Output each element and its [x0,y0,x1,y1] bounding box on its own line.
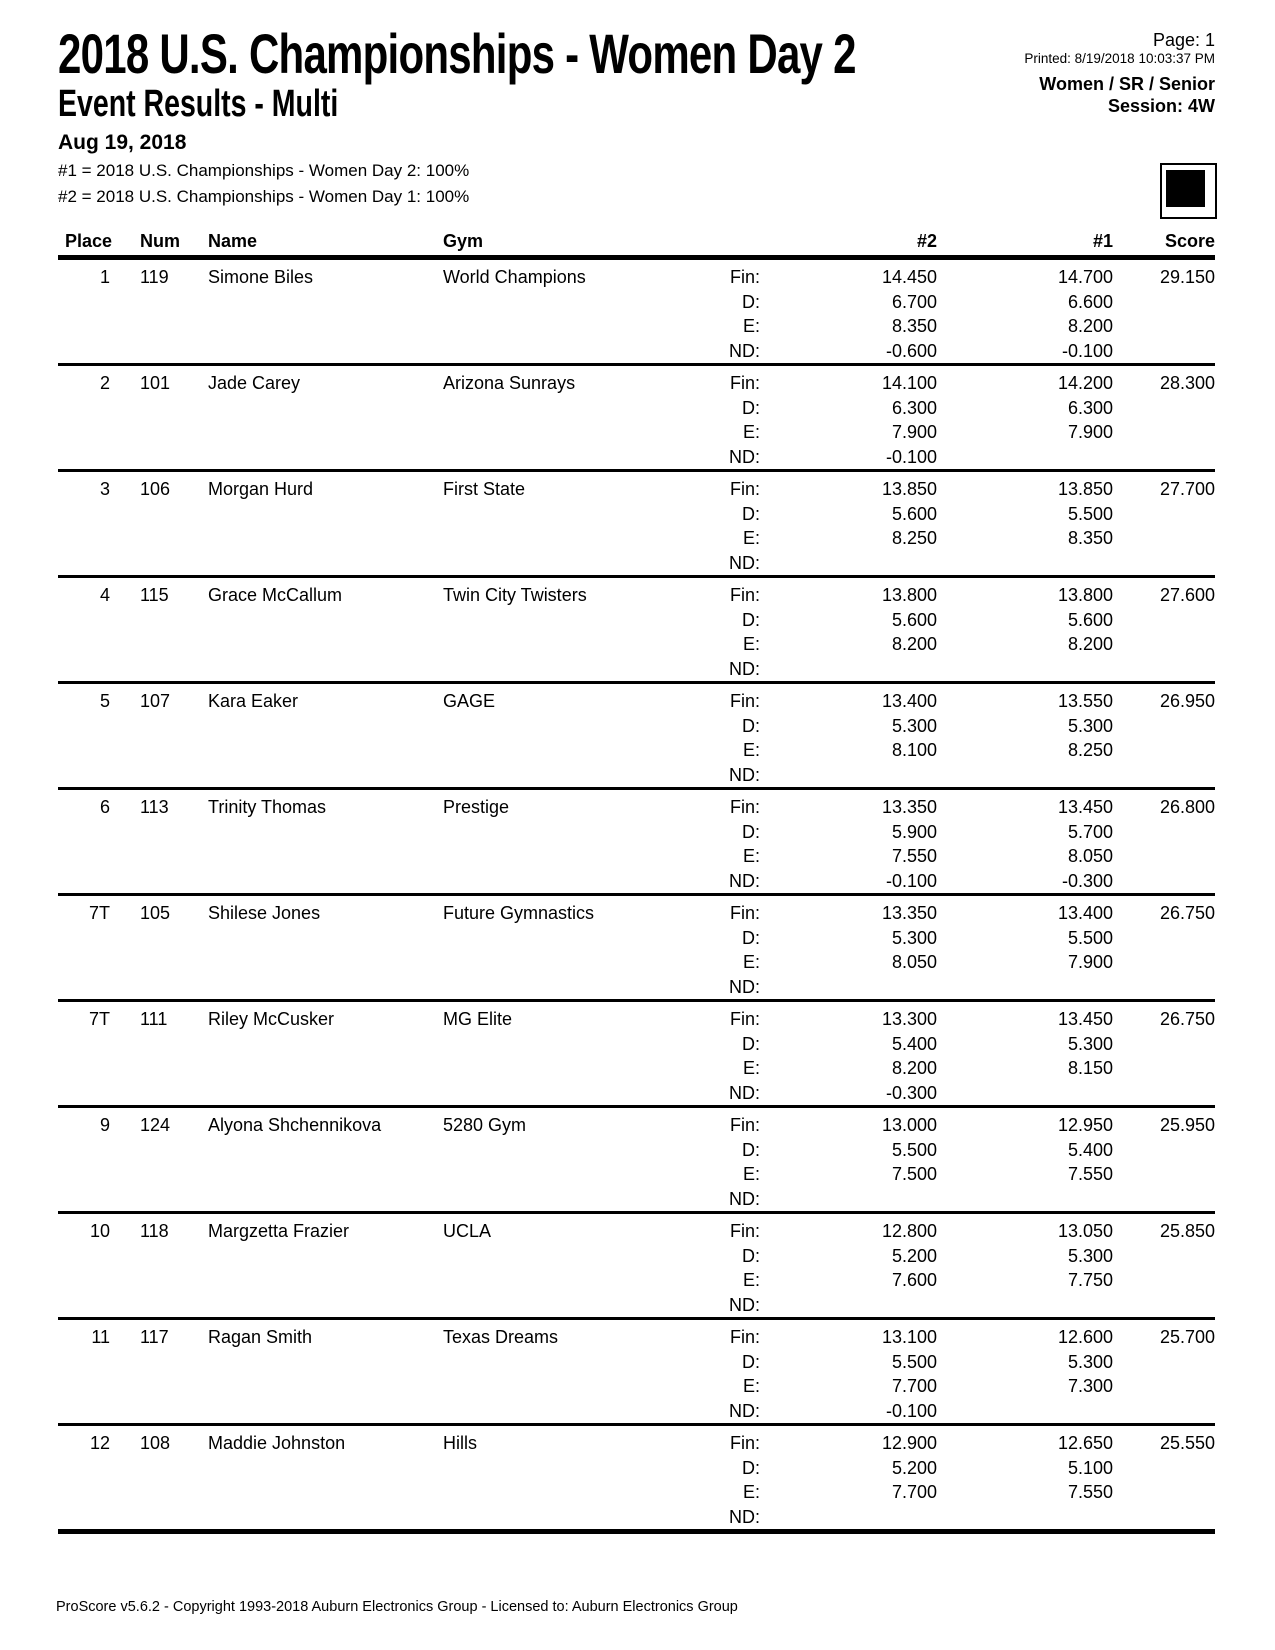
fin-label: Fin: [729,267,760,287]
e-label: E: [742,1270,760,1290]
nd-label: ND: [729,1506,760,1527]
nd-day2-value: -0.100 [885,870,937,891]
final-score-line [58,1325,1215,1350]
difficulty-line [58,396,1215,421]
athlete-result-block [58,684,1215,790]
difficulty-line [58,820,1215,845]
total-score: 25.550 [1159,1433,1215,1453]
nd-label: ND: [729,1188,760,1209]
total-score: 26.750 [1159,1009,1215,1029]
d-day2-value: 5.200 [891,1245,937,1266]
difficulty-line [58,1244,1215,1269]
execution-line [58,420,1215,445]
d-label: D: [742,503,760,524]
nd-day1-value [937,975,1113,1000]
place-cell: 4 [99,585,110,605]
gym-name: World Champions [443,267,586,287]
e-day2-value: 7.700 [891,1376,937,1396]
d-day2-value: 5.500 [891,1351,937,1372]
place-cell: 1 [99,267,110,287]
fin-day1-value: 13.050 [1057,1221,1113,1241]
e-day1-value: 7.900 [1067,422,1113,442]
e-day2-value: 8.200 [891,1058,937,1078]
num-cell: 124 [140,1115,171,1135]
neutral-deduction-line [58,551,1215,576]
e-label: E: [742,528,760,548]
fin-day2-value: 13.350 [881,903,937,923]
fin-label: Fin: [729,479,760,499]
e-day1-value: 8.200 [1067,316,1113,336]
athlete-name: Grace McCallum [208,585,343,605]
gym-name: UCLA [443,1221,492,1241]
num-cell: 108 [140,1433,171,1453]
col-header-name: Name [208,231,258,251]
nd-day1-value: -0.300 [1061,870,1113,891]
place-cell: 2 [99,373,110,393]
place-cell: 7T [88,903,110,923]
neutral-deduction-line [58,657,1215,682]
neutral-deduction-line [58,339,1215,364]
gym-name: Hills [443,1433,477,1453]
nd-label: ND: [729,552,760,573]
e-day2-value: 8.100 [891,740,937,760]
neutral-deduction-line [58,445,1215,470]
total-score: 25.850 [1159,1221,1215,1241]
gym-name: Future Gymnastics [443,903,595,923]
nd-day2-value [760,1505,937,1530]
execution-line [58,844,1215,869]
d-day1-value: 5.500 [1067,503,1113,524]
num-cell: 117 [140,1327,169,1347]
fin-day1-value: 13.450 [1057,797,1113,817]
athlete-result-block [58,472,1215,578]
nd-day1-value: -0.100 [1061,340,1113,361]
d-label: D: [742,397,760,418]
nd-day1-value [937,1399,1113,1424]
nd-label: ND: [729,658,760,679]
total-score: 26.800 [1159,797,1215,817]
total-score: 26.750 [1159,903,1215,923]
fin-day2-value: 12.900 [881,1433,937,1453]
fin-day2-value: 13.800 [881,585,937,605]
num-cell: 111 [140,1009,168,1029]
e-day2-value: 7.550 [891,846,937,866]
athlete-name: Shilese Jones [208,903,321,923]
nd-label: ND: [729,1082,760,1103]
execution-line [58,526,1215,551]
filled-black-square-icon-fill [1166,170,1205,207]
nd-label: ND: [729,976,760,997]
e-day2-value: 7.700 [891,1482,937,1502]
d-day2-value: 6.700 [891,291,937,312]
num-cell: 106 [140,479,171,499]
final-score-line [58,1431,1215,1456]
nd-day2-value [760,763,937,788]
athlete-result-block [58,260,1215,366]
d-day2-value: 5.200 [891,1457,937,1478]
e-label: E: [742,1164,760,1184]
execution-line [58,950,1215,975]
neutral-deduction-line [58,1081,1215,1106]
place-cell: 9 [99,1115,110,1135]
e-label: E: [742,952,760,972]
difficulty-line [58,290,1215,315]
athlete-name: Margzetta Frazier [208,1221,350,1241]
athlete-result-block [58,1108,1215,1214]
total-score: 28.300 [1159,373,1215,393]
footer-credit: ProScore v5.6.2 - Copyright 1993-2018 Auburn Electronics Group - Licensed to: Auburn Electronics Group [56,1599,738,1615]
athlete-result-block [58,896,1215,1002]
fin-day2-value: 12.800 [881,1221,937,1241]
d-day2-value: 5.600 [891,609,937,630]
num-cell: 101 [140,373,171,393]
total-score: 25.700 [1159,1327,1215,1347]
col-header-place: Place [65,231,113,251]
gym-name: 5280 Gym [443,1115,527,1135]
fin-day1-value: 12.950 [1057,1115,1113,1135]
session-label: Session: 4W [1107,96,1215,116]
nd-day2-value [760,1293,937,1318]
fin-label: Fin: [729,1327,760,1347]
total-score: 27.600 [1159,585,1215,605]
table-header-row [58,224,1215,260]
d-day1-value: 5.100 [1067,1457,1113,1478]
difficulty-line [58,1350,1215,1375]
page-number: Page: 1 [1152,30,1215,50]
e-day2-value: 8.200 [891,634,937,654]
d-day2-value: 5.600 [891,503,937,524]
d-day1-value: 5.300 [1067,715,1113,736]
e-day2-value: 8.050 [891,952,937,972]
e-label: E: [742,1058,760,1078]
neutral-deduction-line [58,975,1215,1000]
place-cell: 10 [89,1221,110,1241]
fin-day2-value: 14.100 [881,373,937,393]
col-header-day1: #1 [1092,231,1113,251]
printed-timestamp: Printed: 8/19/2018 10:03:37 PM [1024,51,1215,66]
e-day2-value: 8.350 [891,316,937,336]
place-cell: 12 [89,1433,110,1453]
d-label: D: [742,821,760,842]
e-day2-value: 7.900 [891,422,937,442]
d-label: D: [742,927,760,948]
gym-name: Prestige [443,797,510,817]
division-label: Women / SR / Senior [1039,74,1215,94]
d-day2-value: 5.300 [891,927,937,948]
place-cell: 7T [88,1009,110,1029]
execution-line [58,738,1215,763]
e-label: E: [742,422,760,442]
gym-name: First State [443,479,526,499]
final-score-line [58,583,1215,608]
d-day1-value: 5.400 [1067,1139,1113,1160]
difficulty-line [58,1456,1215,1481]
num-cell: 115 [140,585,169,605]
execution-line [58,1268,1215,1293]
fin-label: Fin: [729,373,760,393]
total-score: 29.150 [1159,267,1215,287]
num-cell: 107 [140,691,171,711]
nd-day2-value: -0.300 [885,1082,937,1103]
difficulty-line [58,714,1215,739]
e-day2-value: 7.500 [891,1164,937,1184]
e-day1-value: 8.350 [1067,528,1113,548]
difficulty-line [58,1138,1215,1163]
fin-label: Fin: [729,1009,760,1029]
fin-day1-value: 12.600 [1057,1327,1113,1347]
e-label: E: [742,1482,760,1502]
fin-day1-value: 14.700 [1057,267,1113,287]
d-label: D: [742,1457,760,1478]
d-day2-value: 5.500 [891,1139,937,1160]
title-block [58,22,1122,156]
col-header-gym: Gym [443,231,484,251]
fin-label: Fin: [729,797,760,817]
athlete-result-block [58,790,1215,896]
e-day1-value: 8.150 [1067,1058,1113,1078]
num-cell: 119 [140,267,169,287]
num-cell: 118 [140,1221,169,1241]
neutral-deduction-line [58,1187,1215,1212]
d-day1-value: 5.700 [1067,821,1113,842]
nd-label: ND: [729,870,760,891]
place-cell: 6 [99,797,110,817]
fin-day1-value: 13.850 [1057,479,1113,499]
col-header-score: Score [1164,231,1215,251]
final-score-line [58,1113,1215,1138]
nd-day1-value [937,763,1113,788]
nd-day2-value: -0.100 [885,446,937,467]
fin-day1-value: 12.650 [1057,1433,1113,1453]
nd-day1-value [937,445,1113,470]
d-day1-value: 5.600 [1067,609,1113,630]
final-score-line [58,477,1215,502]
nd-day2-value [760,1187,937,1212]
nd-day1-value [937,1505,1113,1530]
fin-label: Fin: [729,1221,760,1241]
nd-day2-value: -0.600 [885,340,937,361]
gym-name: MG Elite [443,1009,513,1029]
athlete-result-block [58,1002,1215,1108]
fin-day2-value: 13.000 [881,1115,937,1135]
neutral-deduction-line [58,869,1215,894]
athlete-result-block [58,1320,1215,1426]
fin-day2-value: 13.850 [881,479,937,499]
d-label: D: [742,1033,760,1054]
nd-label: ND: [729,1294,760,1315]
fin-day1-value: 13.400 [1057,903,1113,923]
report-subtitle: Event Results - Multi [58,83,339,125]
nd-day2-value [760,551,937,576]
col-header-num: Num [140,231,180,251]
nd-day1-value [937,1081,1113,1106]
athlete-result-block [58,1426,1215,1534]
difficulty-line [58,926,1215,951]
d-label: D: [742,1139,760,1160]
nd-label: ND: [729,1400,760,1421]
d-label: D: [742,1245,760,1266]
fin-label: Fin: [729,903,760,923]
execution-line [58,632,1215,657]
results-table [58,224,1215,1534]
fin-day1-value: 14.200 [1057,373,1113,393]
athlete-name: Ragan Smith [208,1327,313,1347]
gym-name: GAGE [443,691,496,711]
filled-black-square-icon [1160,163,1217,219]
e-day1-value: 7.750 [1067,1270,1113,1290]
total-score: 27.700 [1159,479,1215,499]
d-day2-value: 5.300 [891,715,937,736]
difficulty-line [58,608,1215,633]
execution-line [58,1056,1215,1081]
d-label: D: [742,609,760,630]
gym-name: Arizona Sunrays [443,373,576,393]
legend-line-day1: #2 = 2018 U.S. Championships - Women Day 1: 100% [58,187,470,206]
d-day1-value: 5.300 [1067,1033,1113,1054]
fin-day2-value: 13.400 [881,691,937,711]
nd-label: ND: [729,764,760,785]
place-cell: 11 [91,1327,110,1347]
gym-name: Texas Dreams [443,1327,559,1347]
fin-day2-value: 13.350 [881,797,937,817]
score-legend [58,158,469,210]
e-day1-value: 7.550 [1067,1482,1113,1502]
execution-line [58,1374,1215,1399]
e-day1-value: 7.300 [1067,1376,1113,1396]
place-cell: 3 [99,479,110,499]
meta-block [1024,30,1215,117]
d-day2-value: 6.300 [891,397,937,418]
execution-line [58,1480,1215,1505]
final-score-line [58,901,1215,926]
num-cell: 113 [140,797,169,817]
event-date: Aug 19, 2018 [58,131,187,154]
e-label: E: [742,740,760,760]
place-cell: 5 [99,691,110,711]
nd-day1-value [937,551,1113,576]
nd-day2-value [760,657,937,682]
nd-day1-value [937,1293,1113,1318]
page-title: 2018 U.S. Championships - Women Day 2 [58,22,856,85]
e-day2-value: 7.600 [891,1270,937,1290]
final-score-line [58,689,1215,714]
final-score-line [58,1007,1215,1032]
athlete-name: Maddie Johnston [208,1433,346,1453]
athlete-result-block [58,578,1215,684]
legend-line-day2: #1 = 2018 U.S. Championships - Women Day 2: 100% [58,161,470,180]
athlete-name: Riley McCusker [208,1009,335,1029]
fin-day2-value: 13.100 [881,1327,937,1347]
neutral-deduction-line [58,1505,1215,1530]
results-rows [58,260,1215,1534]
final-score-line [58,371,1215,396]
fin-day1-value: 13.800 [1057,585,1113,605]
final-score-line [58,1219,1215,1244]
final-score-line [58,265,1215,290]
execution-line [58,314,1215,339]
fin-day1-value: 13.550 [1057,691,1113,711]
difficulty-line [58,502,1215,527]
col-header-day2: #2 [916,231,937,251]
nd-label: ND: [729,446,760,467]
neutral-deduction-line [58,763,1215,788]
fin-label: Fin: [729,585,760,605]
difficulty-line [58,1032,1215,1057]
e-day1-value: 8.250 [1067,740,1113,760]
athlete-name: Jade Carey [208,373,301,393]
fin-day1-value: 13.450 [1057,1009,1113,1029]
total-score: 26.950 [1159,691,1215,711]
nd-day1-value [937,1187,1113,1212]
e-label: E: [742,634,760,654]
nd-day2-value: -0.100 [885,1400,937,1421]
d-day1-value: 6.300 [1067,397,1113,418]
nd-day2-value [760,975,937,1000]
d-day1-value: 5.500 [1067,927,1113,948]
total-score: 25.950 [1159,1115,1215,1135]
d-day1-value: 5.300 [1067,1245,1113,1266]
d-day2-value: 5.900 [891,821,937,842]
athlete-result-block [58,366,1215,472]
athlete-result-block [58,1214,1215,1320]
final-score-line [58,795,1215,820]
d-label: D: [742,291,760,312]
e-day1-value: 8.200 [1067,634,1113,654]
neutral-deduction-line [58,1399,1215,1424]
fin-label: Fin: [729,1115,760,1135]
d-day1-value: 6.600 [1067,291,1113,312]
e-day1-value: 7.900 [1067,952,1113,972]
athlete-name: Simone Biles [208,267,314,287]
nd-label: ND: [729,340,760,361]
execution-line [58,1162,1215,1187]
e-label: E: [742,316,760,336]
fin-day2-value: 13.300 [881,1009,937,1029]
e-day2-value: 8.250 [891,528,937,548]
e-label: E: [742,1376,760,1396]
num-cell: 105 [140,903,171,923]
d-label: D: [742,1351,760,1372]
e-day1-value: 7.550 [1067,1164,1113,1184]
d-label: D: [742,715,760,736]
neutral-deduction-line [58,1293,1215,1318]
e-day1-value: 8.050 [1067,846,1113,866]
d-day1-value: 5.300 [1067,1351,1113,1372]
athlete-name: Kara Eaker [208,691,299,711]
d-day2-value: 5.400 [891,1033,937,1054]
athlete-name: Alyona Shchennikova [208,1115,382,1135]
gym-name: Twin City Twisters [443,585,587,605]
athlete-name: Trinity Thomas [208,797,327,817]
e-label: E: [742,846,760,866]
fin-label: Fin: [729,691,760,711]
nd-day1-value [937,657,1113,682]
athlete-name: Morgan Hurd [208,479,314,499]
fin-label: Fin: [729,1433,760,1453]
fin-day2-value: 14.450 [881,267,937,287]
